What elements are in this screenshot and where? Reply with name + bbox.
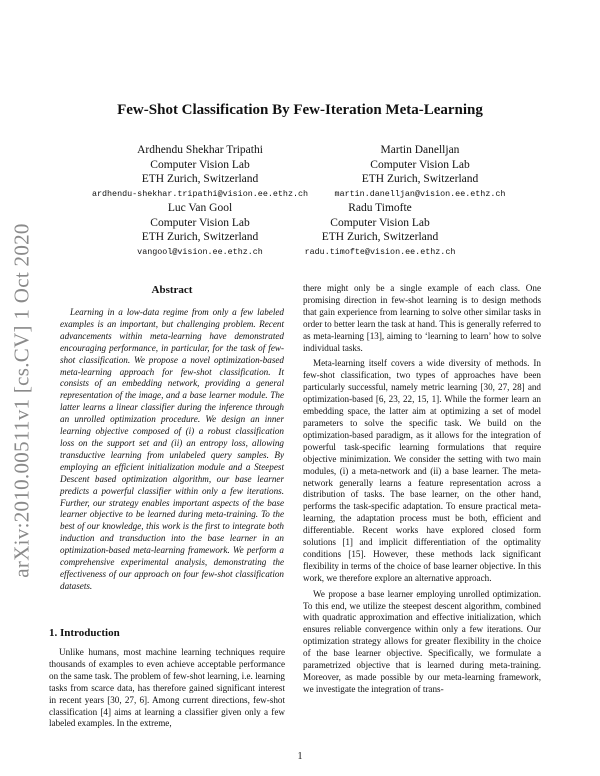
author-name: Ardhendu Shekhar Tripathi xyxy=(137,144,263,156)
right-column xyxy=(303,283,541,700)
author-email[interactable]: radu.timofte@vision.ee.ethz.ch xyxy=(304,246,456,257)
author-name: Luc Van Gool xyxy=(167,202,233,214)
introduction-left-column xyxy=(49,647,285,734)
author-email[interactable]: vangool@vision.ee.ethz.ch xyxy=(137,246,263,257)
paper-title: Few-Shot Classification By Few-Iteration Meta-Learning xyxy=(117,102,483,118)
right-paragraph-1: there might only be a single example of each class. One promising direction in few-shot learning is to design methods that gain experience from learning to solve other similar tasks in order to better learn the task at hand. This is generally referred to as meta-learning [13], aiming to ‘learning to learn’ how to solve individual tasks. xyxy=(303,283,541,353)
arxiv-identifier xyxy=(2,210,42,590)
page-number: 1 xyxy=(297,751,303,762)
abstract-text: Learning in a low-data regime from only a few labeled examples is an important, but challenging problem. Recent advancements within meta-learning have demonstrated encouraging performance, in particular, for the task of few-shot classification. We propose a novel optimization-based meta-learning approach for few-shot classification. It consists of an embedding network, providing a general representation of the image, and a base learner module. The latter learns a linear classifier during the inference through an unrolled optimization procedure. We design an inner learning objective composed of (i) a robust classification loss on the support set and (ii) an entropy loss, allowing transductive learning from unlabeled query samples. By employing an efficient initialization module and a Steepest Descent based optimization algorithm, our base learner predicts a powerful classifier within only a few iterations. Further, our strategy enables important aspects of the base learner objective to be learned during meta-training. To the best of our knowledge, this work is the first to integrate both induction and transduction into the base learner in an optimization-based meta-learning framework. We perform a comprehensive experimental analysis, demonstrating the effectiveness of our approach on four few-shot classification datasets. xyxy=(60,307,284,591)
author-block-4 xyxy=(280,201,480,259)
intro-paragraph-1: Unlike humans, most machine learning techniques require thousands of examples to even achieve acceptable performance on the same task. The problem of few-shot learning, i.e. learning tasks from scarce data, has therefore gained significant interest in recent years [30, 27, 6]. Among current directions, few-shot classification [4] aims at learning a classifier given only a few labeled examples. In the extreme, xyxy=(49,647,285,729)
author-location: ETH Zurich, Switzerland xyxy=(141,173,259,185)
author-affiliation: Computer Vision Lab xyxy=(330,216,430,229)
author-affiliation: Computer Vision Lab xyxy=(150,216,250,229)
author-location: ETH Zurich, Switzerland xyxy=(141,231,259,243)
author-email[interactable]: martin.danelljan@vision.ee.ethz.ch xyxy=(334,188,506,199)
author-block-2 xyxy=(320,143,520,201)
right-paragraph-3: We propose a base learner employing unrolled optimization. To this end, we utilize the steepest descent algorithm, combined with quadratic approximation and effective initialization, which ensures reliable convergence within only a few iterations. Our optimization strategy allows for greater flexibility in the choice of the base learner objective. Specifically, we formulate a parametrized objective that is learned during meta-training. Moreover, as made possible by our meta-learning framework, we investigate the integration of trans- xyxy=(303,588,541,694)
author-location: ETH Zurich, Switzerland xyxy=(361,173,479,185)
author-name: Martin Danelljan xyxy=(380,144,460,156)
author-affiliation: Computer Vision Lab xyxy=(150,158,250,171)
arxiv-identifier-text: arXiv:2010.00511v1 [cs.CV] 1 Oct 2020 xyxy=(9,222,34,578)
author-name: Radu Timofte xyxy=(348,202,412,214)
author-location: ETH Zurich, Switzerland xyxy=(321,231,439,243)
author-block-1 xyxy=(90,143,310,201)
introduction-heading: 1. Introduction xyxy=(49,627,120,639)
author-affiliation: Computer Vision Lab xyxy=(370,158,470,171)
right-paragraph-2: Meta-learning itself covers a wide diversity of methods. In few-shot classification, two types of approaches have been particularly successful, namely metric learning [30, 27, 28] and optimization-based [6, 23, 22, 15, 1]. While the former learn an embedding space, the latter aim at optimizing a set of model parameters to solve the specific task. We build on the optimization-based paradigm, as it allows for the integration of powerful task-specific learning formulations that require objective minimization. We consider the setting with two main modules, (i) a meta-network and (ii) a base learner. The meta-network generally learns a feature representation across a distribution of tasks. The base learner, on the other hand, performs the task-specific adaptation. To ensure practical meta-learning, the adaptation process must be both, efficient and differentiable. Recent works have explored closed form solutions [1] and implicit differentiation of the optimality conditions [15]. However, these methods lack significant flexibility in terms of the choice of base learner objective. In this work, we therefore explore an alternative approach. xyxy=(303,358,541,583)
author-block-3 xyxy=(90,201,310,259)
abstract-heading: Abstract xyxy=(151,284,193,296)
author-email[interactable]: ardhendu-shekhar.tripathi@vision.ee.ethz.ch xyxy=(91,188,309,199)
